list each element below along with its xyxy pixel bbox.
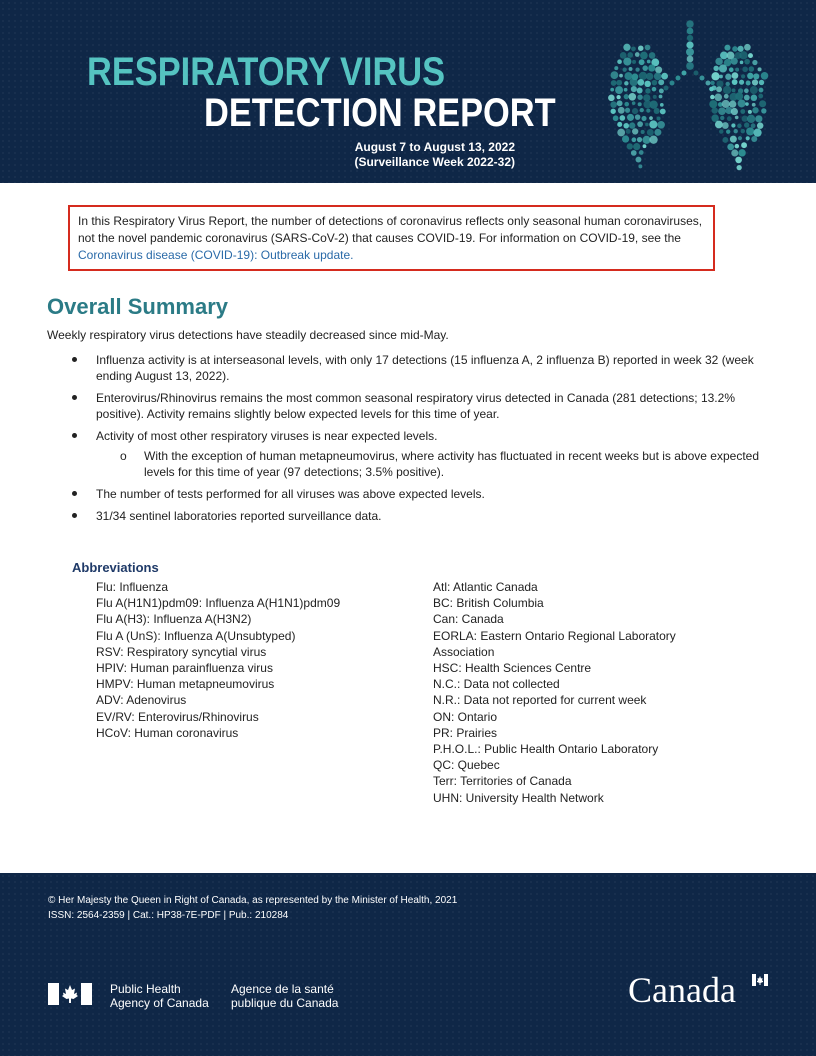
list-item: 31/34 sentinel laboratories reported surveillance data. bbox=[72, 508, 772, 524]
publication-info: ISSN: 2564-2359 | Cat.: HP38-7E-PDF | Pub.: 210284 bbox=[48, 910, 289, 921]
abbreviation-item: Flu A (UnS): Influenza A(Unsubtyped) bbox=[96, 628, 296, 643]
abbreviation-item: BC: British Columbia bbox=[433, 596, 544, 611]
summary-lead: Weekly respiratory virus detections have steadily decreased since mid-May. bbox=[47, 328, 449, 342]
abbreviation-item: Atl: Atlantic Canada bbox=[433, 580, 538, 594]
abbreviations-left-column bbox=[96, 579, 340, 741]
sub-list-item: o With the exception of human metapneumovirus, where activity has fluctuated in recent weeks but is above expected levels for this time of year (97 detections; 3.5% positive). bbox=[120, 449, 759, 479]
bullet-icon bbox=[72, 433, 77, 438]
bullet-icon bbox=[72, 395, 77, 400]
abbreviations-right-column bbox=[433, 579, 676, 806]
list-item: Activity of most other respiratory viruses is near expected levels. bbox=[72, 428, 772, 444]
abbreviation-item: N.C.: Data not collected bbox=[433, 677, 560, 692]
agency-name-en: Public Health Agency of Canada bbox=[110, 982, 209, 1010]
abbreviation-item: P.H.O.L.: Public Health Ontario Laboratory bbox=[433, 742, 659, 757]
report-header bbox=[0, 0, 816, 183]
bullet-icon bbox=[72, 491, 77, 496]
bullet-icon bbox=[72, 513, 77, 518]
report-footer bbox=[0, 873, 816, 1056]
abbreviation-item: Terr: Territories of Canada bbox=[433, 774, 572, 789]
list-item: The number of tests performed for all viruses was above expected levels. bbox=[72, 486, 772, 502]
abbreviation-item: HPIV: Human parainfluenza virus bbox=[96, 661, 273, 676]
abbreviation-item: ADV: Adenovirus bbox=[96, 693, 187, 708]
list-item: Enterovirus/Rhinovirus remains the most common seasonal respiratory virus detected in Canada (281 detections; 13.2% positive). Activity remains slightly below expected levels for this time of year. bbox=[72, 390, 772, 422]
abbreviation-item: PR: Prairies bbox=[433, 725, 498, 740]
wordmark-flag-icon bbox=[752, 974, 768, 986]
date-range: August 7 to August 13, 2022 bbox=[354, 140, 515, 154]
report-title-line1: RESPIRATORY VIRUS bbox=[87, 50, 446, 94]
section-title: Overall Summary bbox=[47, 294, 228, 319]
summary-bullets bbox=[72, 352, 772, 530]
abbreviation-item: HSC: Health Sciences Centre bbox=[433, 661, 592, 676]
copyright-text: © Her Majesty the Queen in Right of Canada, as represented by the Minister of Health, 2021 bbox=[48, 895, 458, 906]
abbreviation-item: Flu A(H1N1)pdm09: Influenza A(H1N1)pdm09 bbox=[96, 596, 341, 611]
abbreviation-item: Flu: Influenza bbox=[96, 580, 169, 594]
lungs-icon bbox=[600, 18, 780, 178]
abbreviation-item: RSV: Respiratory syncytial virus bbox=[96, 644, 267, 659]
abbreviation-item: HCoV: Human coronavirus bbox=[96, 725, 239, 740]
abbreviation-item: HMPV: Human metapneumovirus bbox=[96, 677, 275, 692]
notice-text: In this Respiratory Virus Report, the number of detections of coronavirus reflects only seasonal human coronaviruses, not the novel pandemic coronavirus (SARS-CoV-2) that causes COVID-19. For information on COVID-19, see the bbox=[78, 214, 703, 245]
surveillance-week: (Surveillance Week 2022-32) bbox=[354, 155, 515, 169]
covid-notice bbox=[68, 205, 715, 271]
abbreviation-item: ON: Ontario bbox=[433, 709, 498, 724]
abbreviation-item: EV/RV: Enterovirus/Rhinovirus bbox=[96, 709, 259, 724]
canada-flag-icon bbox=[48, 983, 92, 1005]
bullet-icon bbox=[72, 357, 77, 362]
list-item: Influenza activity is at interseasonal levels, with only 17 detections (15 influenza A, 2 influenza B) reported in week 32 (week ending August 13, 2022). bbox=[72, 352, 772, 384]
abbreviation-item: UHN: University Health Network bbox=[433, 790, 604, 805]
abbreviation-item: Flu A(H3): Influenza A(H3N2) bbox=[96, 612, 252, 627]
agency-name-fr: Agence de la santé publique du Canada bbox=[231, 982, 339, 1010]
abbreviations-title: Abbreviations bbox=[72, 560, 159, 575]
sub-bullet-marker: o bbox=[120, 449, 127, 463]
canada-wordmark: Canada bbox=[628, 970, 736, 1010]
abbreviation-item: EORLA: Eastern Ontario Regional Laboratory bbox=[433, 628, 676, 643]
abbreviation-item: Association bbox=[433, 644, 495, 659]
abbreviation-item: QC: Quebec bbox=[433, 758, 500, 773]
report-title-line2: DETECTION REPORT bbox=[204, 91, 556, 135]
abbreviation-item: N.R.: Data not reported for current week bbox=[433, 693, 647, 708]
covid-update-link[interactable]: Coronavirus disease (COVID-19): Outbreak update. bbox=[78, 248, 354, 262]
abbreviation-item: Can: Canada bbox=[433, 612, 504, 627]
